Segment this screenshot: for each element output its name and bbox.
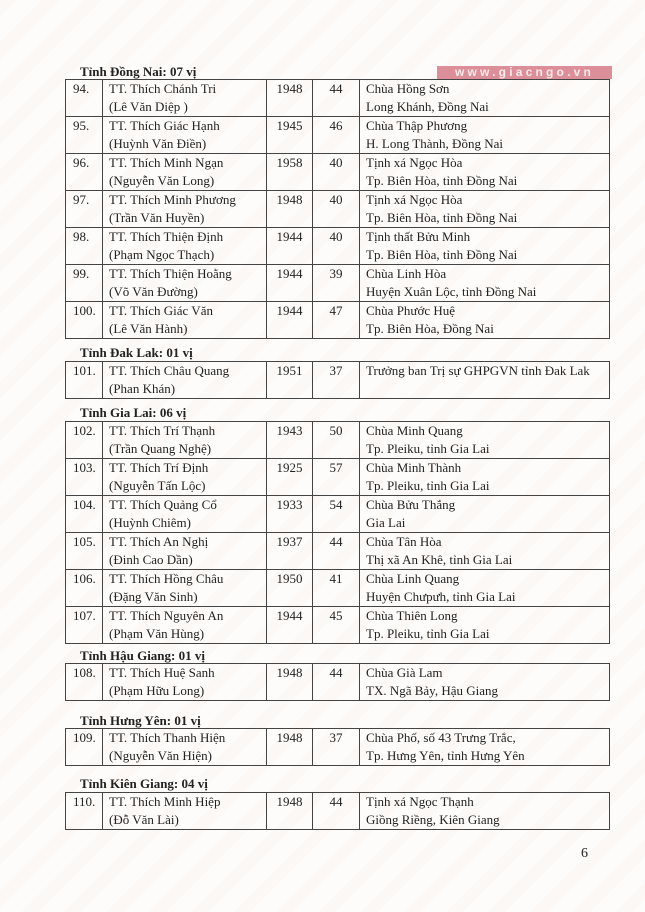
lay-name: (Phạm Ngọc Thạch) xyxy=(109,247,215,262)
row-number: 96. xyxy=(66,154,103,191)
birth-year: 1944 xyxy=(267,302,313,339)
table-row xyxy=(66,265,610,302)
birth-year: 1945 xyxy=(267,117,313,154)
age: 40 xyxy=(313,154,360,191)
lay-name: (Nguyễn Văn Hiện) xyxy=(109,748,213,763)
place-line-1: Tịnh xá Ngọc Thạnh xyxy=(366,794,474,809)
monk-name: TT. Thích Huệ Sanh xyxy=(109,665,215,680)
row-number: 104. xyxy=(66,496,103,533)
place-line-2: Huyện Chưpưh, tỉnh Gia Lai xyxy=(366,589,516,604)
lay-name: (Lê Văn Diệp ) xyxy=(109,99,188,114)
lay-name: (Đinh Cao Dần) xyxy=(109,552,193,567)
table-row xyxy=(66,80,610,117)
table-row xyxy=(66,117,610,154)
name-cell xyxy=(103,793,267,830)
name-cell xyxy=(103,154,267,191)
monk-name: TT. Thích Nguyên An xyxy=(109,608,224,623)
monk-name: TT. Thích Quảng Cổ xyxy=(109,497,217,512)
birth-year: 1943 xyxy=(267,422,313,459)
place-line-1: Tịnh xá Ngọc Hòa xyxy=(366,155,463,170)
age: 41 xyxy=(313,570,360,607)
table-row xyxy=(66,729,610,766)
lay-name: (Trần Văn Huyền) xyxy=(109,210,205,225)
place-line-2: Tp. Biên Hòa, tỉnh Đồng Nai xyxy=(366,247,518,262)
name-cell xyxy=(103,607,267,644)
place-line-2: H. Long Thành, Đồng Nai xyxy=(366,136,503,151)
table-row xyxy=(66,607,610,644)
place-line-2: Huyện Xuân Lộc, tỉnh Đồng Nai xyxy=(366,284,537,299)
place-line-1: Chùa Phố, số 43 Trưng Trắc, xyxy=(366,730,516,745)
table-row xyxy=(66,191,610,228)
table-dak-lak xyxy=(65,361,610,399)
section-title-kien-giang: Tỉnh Kiên Giang: 04 vị xyxy=(80,776,208,791)
lay-name: (Phạm Văn Hùng) xyxy=(109,626,205,641)
place-line-1: Chùa Phước Huệ xyxy=(366,303,456,318)
table-row xyxy=(66,302,610,339)
place-cell xyxy=(360,729,610,766)
birth-year: 1933 xyxy=(267,496,313,533)
age: 40 xyxy=(313,191,360,228)
monk-name: TT. Thích Châu Quang xyxy=(109,363,230,378)
age: 39 xyxy=(313,265,360,302)
age: 37 xyxy=(313,362,360,399)
place-cell xyxy=(360,80,610,117)
place-line-1: Chùa Hồng Sơn xyxy=(366,81,450,96)
table-row xyxy=(66,422,610,459)
name-cell xyxy=(103,570,267,607)
age: 57 xyxy=(313,459,360,496)
place-cell xyxy=(360,459,610,496)
age: 44 xyxy=(313,533,360,570)
row-number: 103. xyxy=(66,459,103,496)
monk-name: TT. Thích Minh Ngạn xyxy=(109,155,224,170)
monk-name: TT. Thích Giác Hạnh xyxy=(109,118,220,133)
place-line-1: Chùa Thập Phương xyxy=(366,118,468,133)
age: 44 xyxy=(313,80,360,117)
place-line-2: Long Khánh, Đồng Nai xyxy=(366,99,489,114)
lay-name: (Đỗ Văn Lài) xyxy=(109,812,179,827)
place-line-1: Chùa Minh Quang xyxy=(366,423,463,438)
table-row xyxy=(66,154,610,191)
birth-year: 1958 xyxy=(267,154,313,191)
place-cell xyxy=(360,117,610,154)
name-cell xyxy=(103,496,267,533)
place-cell xyxy=(360,265,610,302)
birth-year: 1948 xyxy=(267,793,313,830)
monk-name: TT. Thích Thiện Định xyxy=(109,229,224,244)
place-cell xyxy=(360,362,610,399)
birth-year: 1948 xyxy=(267,729,313,766)
age: 45 xyxy=(313,607,360,644)
name-cell xyxy=(103,265,267,302)
table-row xyxy=(66,793,610,830)
birth-year: 1944 xyxy=(267,228,313,265)
monk-name: TT. Thích An Nghị xyxy=(109,534,209,549)
table-gia-lai xyxy=(65,421,610,644)
row-number: 109. xyxy=(66,729,103,766)
name-cell xyxy=(103,422,267,459)
place-line-1: Tịnh thất Bửu Minh xyxy=(366,229,471,244)
place-line-1: Chùa Thiên Long xyxy=(366,608,458,623)
age: 44 xyxy=(313,793,360,830)
name-cell xyxy=(103,117,267,154)
row-number: 106. xyxy=(66,570,103,607)
monk-name: TT. Thích Thiện Hoằng xyxy=(109,266,232,281)
section-title-hau-giang: Tỉnh Hậu Giang: 01 vị xyxy=(80,648,205,663)
birth-year: 1948 xyxy=(267,191,313,228)
age: 37 xyxy=(313,729,360,766)
birth-year: 1944 xyxy=(267,265,313,302)
monk-name: TT. Thích Hồng Châu xyxy=(109,571,224,586)
lay-name: (Lê Văn Hành) xyxy=(109,321,188,336)
place-line-1: Tịnh xá Ngọc Hòa xyxy=(366,192,463,207)
place-cell xyxy=(360,228,610,265)
place-cell xyxy=(360,607,610,644)
birth-year: 1937 xyxy=(267,533,313,570)
row-number: 105. xyxy=(66,533,103,570)
name-cell xyxy=(103,302,267,339)
birth-year: 1951 xyxy=(267,362,313,399)
row-number: 110. xyxy=(66,793,103,830)
lay-name: (Phạm Hữu Long) xyxy=(109,683,205,698)
place-line-2: Tp. Pleiku, tỉnh Gia Lai xyxy=(366,441,490,456)
place-line-2: TX. Ngã Bảy, Hậu Giang xyxy=(366,683,499,698)
table-kien-giang xyxy=(65,792,610,830)
age: 46 xyxy=(313,117,360,154)
place-line-2: Tp. Pleiku, tỉnh Gia Lai xyxy=(366,478,490,493)
place-line-2: Tp. Hưng Yên, tỉnh Hưng Yên xyxy=(366,748,525,763)
table-row xyxy=(66,533,610,570)
birth-year: 1925 xyxy=(267,459,313,496)
place-cell xyxy=(360,302,610,339)
place-line-2: Tp. Biên Hòa, tỉnh Đồng Nai xyxy=(366,210,518,225)
birth-year: 1948 xyxy=(267,80,313,117)
lay-name: (Nguyễn Tấn Lộc) xyxy=(109,478,206,493)
lay-name: (Huỳnh Văn Điền) xyxy=(109,136,207,151)
birth-year: 1944 xyxy=(267,607,313,644)
table-row xyxy=(66,570,610,607)
row-number: 107. xyxy=(66,607,103,644)
lay-name: (Đặng Văn Sinh) xyxy=(109,589,198,604)
lay-name: (Phan Khán) xyxy=(109,381,176,396)
monk-name: TT. Thích Minh Phương xyxy=(109,192,236,207)
lay-name: (Võ Văn Đường) xyxy=(109,284,198,299)
table-row xyxy=(66,228,610,265)
page-number: 6 xyxy=(581,846,588,861)
monk-name: TT. Thích Thanh Hiện xyxy=(109,730,226,745)
place-line-1: Chùa Minh Thành xyxy=(366,460,462,475)
table-row xyxy=(66,362,610,399)
row-number: 94. xyxy=(66,80,103,117)
place-line-1: Chùa Già Lam xyxy=(366,665,443,680)
place-cell xyxy=(360,191,610,228)
table-row xyxy=(66,459,610,496)
place-line-2: Thị xã An Khê, tỉnh Gia Lai xyxy=(366,552,513,567)
lay-name: (Huỳnh Chiêm) xyxy=(109,515,191,530)
lay-name: (Trần Quang Nghệ) xyxy=(109,441,212,456)
age: 40 xyxy=(313,228,360,265)
watermark-banner: www.giacngo.vn xyxy=(437,66,612,79)
place-line-1: Trưởng ban Trị sự GHPGVN tỉnh Đak Lak xyxy=(366,363,590,378)
age: 44 xyxy=(313,664,360,701)
section-title-hung-yen: Tỉnh Hưng Yên: 01 vị xyxy=(80,713,201,728)
row-number: 101. xyxy=(66,362,103,399)
section-title-gia-lai: Tỉnh Gia Lai: 06 vị xyxy=(80,405,187,420)
place-line-2: Tp. Biên Hòa, Đồng Nai xyxy=(366,321,494,336)
row-number: 108. xyxy=(66,664,103,701)
place-line-2: Giồng Riềng, Kiên Giang xyxy=(366,812,500,827)
place-cell xyxy=(360,664,610,701)
monk-name: TT. Thích Giác Văn xyxy=(109,303,213,318)
row-number: 102. xyxy=(66,422,103,459)
table-row xyxy=(66,496,610,533)
place-line-1: Chùa Bửu Thắng xyxy=(366,497,456,512)
table-hung-yen xyxy=(65,728,610,766)
section-title-dong-nai: Tỉnh Đồng Nai: 07 vị xyxy=(80,64,197,79)
place-line-2: Tp. Biên Hòa, tỉnh Đồng Nai xyxy=(366,173,518,188)
place-cell xyxy=(360,570,610,607)
name-cell xyxy=(103,228,267,265)
place-line-1: Chùa Linh Quang xyxy=(366,571,460,586)
section-title-dak-lak: Tỉnh Đak Lak: 01 vị xyxy=(80,345,193,360)
row-number: 100. xyxy=(66,302,103,339)
place-cell xyxy=(360,793,610,830)
name-cell xyxy=(103,459,267,496)
table-row xyxy=(66,664,610,701)
row-number: 98. xyxy=(66,228,103,265)
age: 47 xyxy=(313,302,360,339)
place-cell xyxy=(360,422,610,459)
name-cell xyxy=(103,533,267,570)
name-cell xyxy=(103,362,267,399)
table-dong-nai xyxy=(65,79,610,339)
monk-name: TT. Thích Trí Thạnh xyxy=(109,423,216,438)
table-hau-giang xyxy=(65,663,610,701)
monk-name: TT. Thích Trí Định xyxy=(109,460,209,475)
birth-year: 1950 xyxy=(267,570,313,607)
row-number: 95. xyxy=(66,117,103,154)
place-cell xyxy=(360,496,610,533)
place-cell xyxy=(360,154,610,191)
place-line-2: Gia Lai xyxy=(366,515,406,530)
name-cell xyxy=(103,80,267,117)
name-cell xyxy=(103,191,267,228)
place-line-1: Chùa Linh Hòa xyxy=(366,266,447,281)
monk-name: TT. Thích Chánh Tri xyxy=(109,81,217,96)
name-cell xyxy=(103,664,267,701)
birth-year: 1948 xyxy=(267,664,313,701)
place-cell xyxy=(360,533,610,570)
place-line-2: Tp. Pleiku, tỉnh Gia Lai xyxy=(366,626,490,641)
monk-name: TT. Thích Minh Hiệp xyxy=(109,794,221,809)
name-cell xyxy=(103,729,267,766)
row-number: 97. xyxy=(66,191,103,228)
row-number: 99. xyxy=(66,265,103,302)
lay-name: (Nguyễn Văn Long) xyxy=(109,173,215,188)
place-line-1: Chùa Tân Hòa xyxy=(366,534,442,549)
age: 54 xyxy=(313,496,360,533)
age: 50 xyxy=(313,422,360,459)
